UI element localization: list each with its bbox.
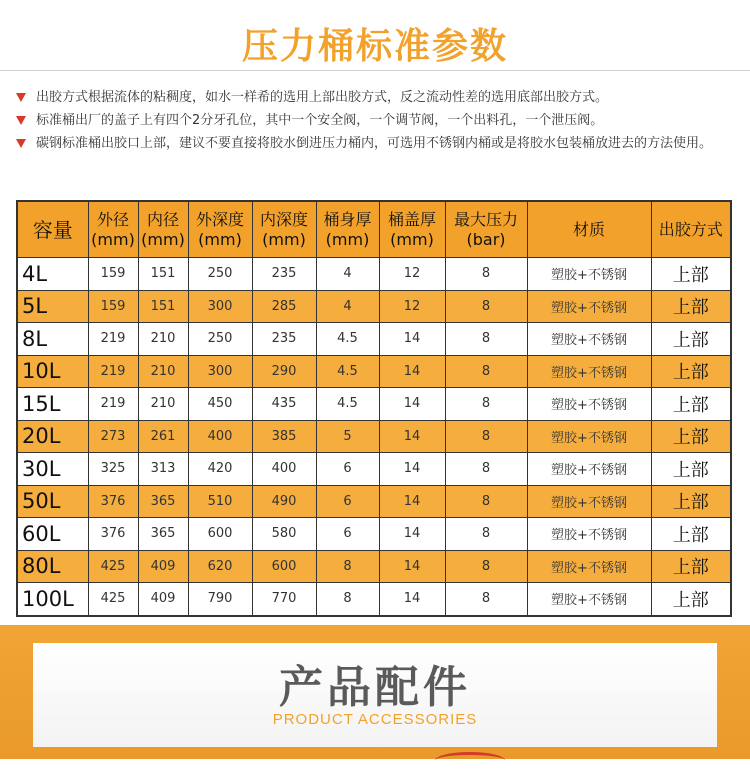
- cell-inner-diameter: 409: [138, 550, 188, 583]
- cell-body-thickness: 8: [316, 583, 379, 616]
- cell-lid-thickness: 14: [379, 453, 445, 486]
- note-text: 出胶方式根据流体的粘稠度，如水一样希的选用上部出胶方式，反之流动性差的选用底部出胶方式。: [36, 90, 609, 105]
- cell-outlet: 上部: [651, 485, 731, 518]
- cell-outer-diameter: 219: [88, 355, 138, 388]
- cell-lid-thickness: 12: [379, 258, 445, 291]
- cell-outlet: 上部: [651, 420, 731, 453]
- cell-capacity: 15L: [17, 388, 88, 421]
- cell-material: 塑胶+不锈钢: [527, 355, 651, 388]
- table-row: [17, 388, 731, 421]
- cell-max-pressure: 8: [445, 290, 527, 323]
- cell-body-thickness: 8: [316, 550, 379, 583]
- header-lid-thickness: 桶盖厚 (mm): [379, 201, 445, 258]
- decorative-arc: [435, 752, 505, 769]
- banner-title: 产品配件: [279, 662, 471, 713]
- cell-body-thickness: 5: [316, 420, 379, 453]
- cell-outer-diameter: 325: [88, 453, 138, 486]
- header-inner-diameter: 内径 (mm): [138, 201, 188, 258]
- cell-outer-diameter: 219: [88, 323, 138, 356]
- cell-max-pressure: 8: [445, 388, 527, 421]
- cell-lid-thickness: 14: [379, 583, 445, 616]
- cell-inner-depth: 490: [252, 485, 316, 518]
- cell-inner-depth: 770: [252, 583, 316, 616]
- cell-inner-depth: 400: [252, 453, 316, 486]
- cell-capacity: 60L: [17, 518, 88, 551]
- cell-outer-depth: 250: [188, 258, 252, 291]
- note-text: 碳钢标准桶出胶口上部，建议不要直接将胶水倒进压力桶内，可选用不锈钢内桶或是将胶水包装桶放进去的方法使用。: [36, 136, 713, 151]
- note-item: [16, 111, 736, 131]
- table-row: [17, 453, 731, 486]
- header-inner-depth: 内深度 (mm): [252, 201, 316, 258]
- cell-inner-depth: 235: [252, 258, 316, 291]
- cell-lid-thickness: 14: [379, 485, 445, 518]
- cell-body-thickness: 4.5: [316, 323, 379, 356]
- cell-inner-diameter: 210: [138, 355, 188, 388]
- cell-max-pressure: 8: [445, 323, 527, 356]
- cell-max-pressure: 8: [445, 485, 527, 518]
- cell-material: 塑胶+不锈钢: [527, 518, 651, 551]
- cell-capacity: 5L: [17, 290, 88, 323]
- cell-max-pressure: 8: [445, 550, 527, 583]
- cell-inner-depth: 235: [252, 323, 316, 356]
- cell-lid-thickness: 12: [379, 290, 445, 323]
- table-row: [17, 258, 731, 291]
- cell-outer-depth: 420: [188, 453, 252, 486]
- cell-lid-thickness: 14: [379, 355, 445, 388]
- cell-material: 塑胶+不锈钢: [527, 323, 651, 356]
- cell-outer-depth: 600: [188, 518, 252, 551]
- cell-inner-diameter: 261: [138, 420, 188, 453]
- header-capacity: 容量: [17, 201, 88, 258]
- cell-material: 塑胶+不锈钢: [527, 550, 651, 583]
- cell-outlet: 上部: [651, 290, 731, 323]
- cell-capacity: 80L: [17, 550, 88, 583]
- cell-outer-diameter: 425: [88, 550, 138, 583]
- cell-outlet: 上部: [651, 323, 731, 356]
- cell-material: 塑胶+不锈钢: [527, 258, 651, 291]
- cell-lid-thickness: 14: [379, 388, 445, 421]
- cell-inner-depth: 290: [252, 355, 316, 388]
- cell-outer-depth: 300: [188, 290, 252, 323]
- cell-outlet: 上部: [651, 355, 731, 388]
- cell-outer-diameter: 425: [88, 583, 138, 616]
- cell-inner-depth: 385: [252, 420, 316, 453]
- cell-lid-thickness: 14: [379, 518, 445, 551]
- table-row: [17, 420, 731, 453]
- cell-lid-thickness: 14: [379, 323, 445, 356]
- cell-max-pressure: 8: [445, 258, 527, 291]
- cell-capacity: 8L: [17, 323, 88, 356]
- cell-outer-diameter: 376: [88, 518, 138, 551]
- cell-inner-diameter: 210: [138, 388, 188, 421]
- cell-max-pressure: 8: [445, 453, 527, 486]
- cell-capacity: 4L: [17, 258, 88, 291]
- cell-capacity: 50L: [17, 485, 88, 518]
- cell-outer-depth: 400: [188, 420, 252, 453]
- cell-inner-depth: 435: [252, 388, 316, 421]
- header-outer-depth: 外深度 (mm): [188, 201, 252, 258]
- cell-material: 塑胶+不锈钢: [527, 583, 651, 616]
- header-material: 材质: [527, 201, 651, 258]
- cell-max-pressure: 8: [445, 518, 527, 551]
- cell-outlet: 上部: [651, 258, 731, 291]
- cell-outer-depth: 620: [188, 550, 252, 583]
- triangle-bullet-icon: [16, 139, 26, 148]
- cell-outer-diameter: 219: [88, 388, 138, 421]
- table-row: [17, 290, 731, 323]
- cell-outer-depth: 510: [188, 485, 252, 518]
- cell-material: 塑胶+不锈钢: [527, 388, 651, 421]
- cell-inner-diameter: 409: [138, 583, 188, 616]
- cell-capacity: 20L: [17, 420, 88, 453]
- cell-inner-diameter: 151: [138, 258, 188, 291]
- cell-lid-thickness: 14: [379, 550, 445, 583]
- cell-capacity: 10L: [17, 355, 88, 388]
- cell-lid-thickness: 14: [379, 420, 445, 453]
- cell-material: 塑胶+不锈钢: [527, 290, 651, 323]
- cell-inner-diameter: 151: [138, 290, 188, 323]
- cell-outer-diameter: 376: [88, 485, 138, 518]
- cell-capacity: 30L: [17, 453, 88, 486]
- cell-outer-depth: 790: [188, 583, 252, 616]
- cell-max-pressure: 8: [445, 420, 527, 453]
- cell-body-thickness: 6: [316, 518, 379, 551]
- cell-inner-depth: 600: [252, 550, 316, 583]
- cell-outlet: 上部: [651, 453, 731, 486]
- cell-outer-diameter: 159: [88, 258, 138, 291]
- table-row: [17, 583, 731, 616]
- note-item: [16, 88, 736, 108]
- triangle-bullet-icon: [16, 93, 26, 102]
- cell-outer-depth: 450: [188, 388, 252, 421]
- cell-max-pressure: 8: [445, 583, 527, 616]
- cell-outer-diameter: 159: [88, 290, 138, 323]
- cell-body-thickness: 4.5: [316, 355, 379, 388]
- cell-body-thickness: 4: [316, 290, 379, 323]
- header-body-thickness: 桶身厚 (mm): [316, 201, 379, 258]
- cell-max-pressure: 8: [445, 355, 527, 388]
- table-row: [17, 518, 731, 551]
- spec-table: [16, 200, 732, 617]
- cell-outlet: 上部: [651, 550, 731, 583]
- table-header-row: [17, 201, 731, 258]
- page-title: 压力桶标准参数: [241, 26, 508, 67]
- banner-panel: [33, 643, 717, 747]
- cell-material: 塑胶+不锈钢: [527, 485, 651, 518]
- triangle-bullet-icon: [16, 116, 26, 125]
- table-row: [17, 323, 731, 356]
- banner-subtitle: PRODUCT ACCESSORIES: [272, 711, 478, 728]
- cell-body-thickness: 4: [316, 258, 379, 291]
- cell-inner-diameter: 365: [138, 485, 188, 518]
- note-item: [16, 134, 736, 154]
- cell-inner-diameter: 365: [138, 518, 188, 551]
- cell-body-thickness: 6: [316, 485, 379, 518]
- cell-outer-depth: 300: [188, 355, 252, 388]
- cell-inner-diameter: 313: [138, 453, 188, 486]
- notes-list: [16, 88, 736, 157]
- cell-outlet: 上部: [651, 583, 731, 616]
- cell-outer-depth: 250: [188, 323, 252, 356]
- cell-inner-depth: 580: [252, 518, 316, 551]
- header-outlet: 出胶方式: [651, 201, 731, 258]
- cell-body-thickness: 6: [316, 453, 379, 486]
- cell-body-thickness: 4.5: [316, 388, 379, 421]
- cell-inner-diameter: 210: [138, 323, 188, 356]
- cell-inner-depth: 285: [252, 290, 316, 323]
- header-max-pressure: 最大压力 (bar): [445, 201, 527, 258]
- cell-outlet: 上部: [651, 388, 731, 421]
- table-row: [17, 550, 731, 583]
- table-row: [17, 355, 731, 388]
- note-text: 标准桶出厂的盖子上有四个2分牙孔位，其中一个安全阀，一个调节阀，一个出料孔，一个泄压阀。: [36, 113, 604, 128]
- cell-outer-diameter: 273: [88, 420, 138, 453]
- accessories-banner: [0, 625, 750, 759]
- cell-material: 塑胶+不锈钢: [527, 453, 651, 486]
- cell-outlet: 上部: [651, 518, 731, 551]
- title-divider: [0, 70, 750, 71]
- cell-capacity: 100L: [17, 583, 88, 616]
- table-row: [17, 485, 731, 518]
- header-outer-diameter: 外径 (mm): [88, 201, 138, 258]
- cell-material: 塑胶+不锈钢: [527, 420, 651, 453]
